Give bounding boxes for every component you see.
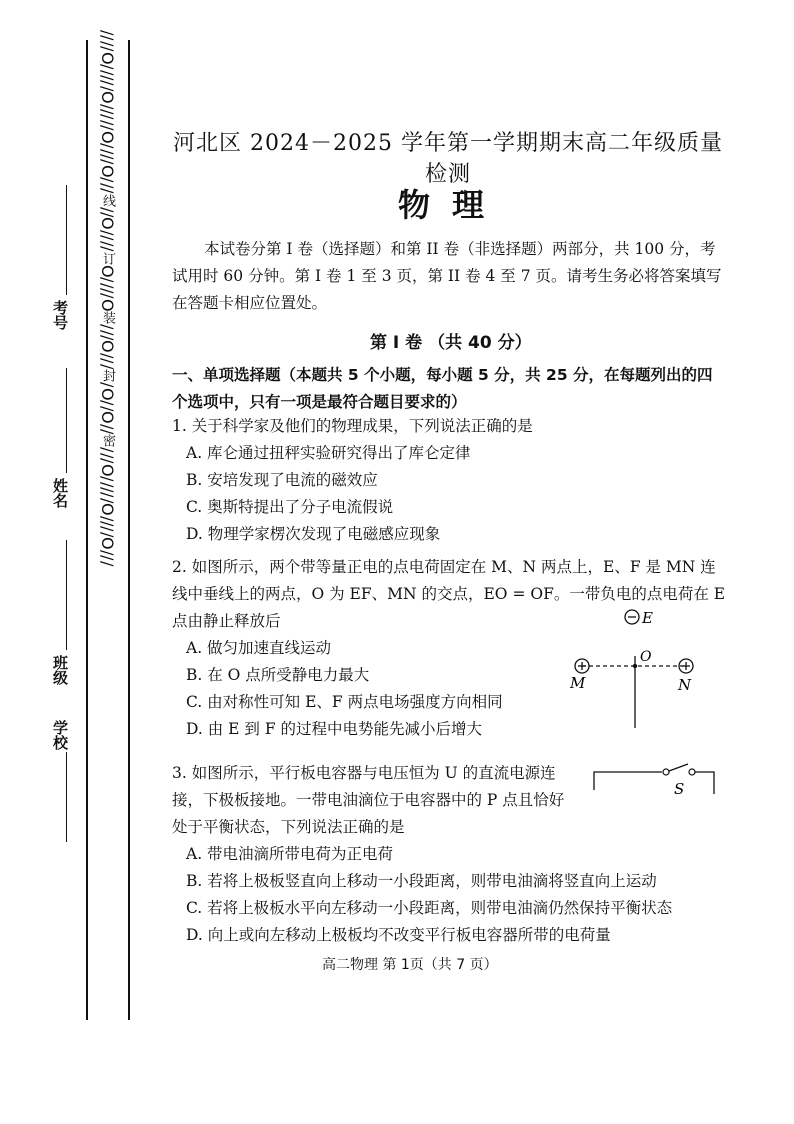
exam-no-label: 考号 <box>51 300 69 330</box>
exam-no-line <box>66 185 67 295</box>
seal-mark: / <box>98 458 117 464</box>
seal-mark: / <box>98 549 117 556</box>
charge-m <box>575 659 589 673</box>
seal-mark: / <box>98 206 117 212</box>
seal-mark: / <box>98 405 117 411</box>
seal-mark: / <box>98 114 117 120</box>
label-m: M <box>570 674 586 692</box>
seal-mark: / <box>98 125 117 131</box>
q3-stem-line-3: 处于平衡状态，下列说法正确的是 <box>172 818 405 836</box>
seal-mark: / <box>98 481 117 487</box>
seal-mark: / <box>98 531 117 538</box>
seal-mark: O <box>98 503 117 516</box>
q2-stem-line-2: 线中垂线上的两点，O 为 EF、MN 的交点，EO = OF。一带负电的点电荷在 E <box>172 585 726 603</box>
seal-mark: / <box>98 188 117 194</box>
q2-option-b: B. 在 O 点所受静电力最大 <box>186 666 370 684</box>
section-title: 第 I 卷 （共 40 分） <box>370 333 532 353</box>
seal-mark: / <box>98 497 117 504</box>
switch-blade <box>669 764 688 771</box>
seal-word: 封 <box>100 369 115 383</box>
name-label: 姓名 <box>51 478 69 508</box>
seal-mark: / <box>98 423 117 429</box>
seal-mark: / <box>98 119 117 126</box>
q3-option-c: C. 若将上极板水平向左移动一小段距离，则带电油滴仍然保持平衡状态 <box>186 899 673 917</box>
seal-mark: / <box>98 560 117 566</box>
seal-mark: / <box>98 447 117 453</box>
seal-mark: / <box>98 74 117 81</box>
part-heading-line-2: 个选项中，只有一项是最符合题目要求的） <box>172 393 467 411</box>
seal-mark: / <box>98 103 117 110</box>
seal-mark: / <box>98 30 117 36</box>
intro-line-2: 试用时 60 分钟。第 I 卷 1 至 3 页，第 II 卷 4 至 7 页。请考生务必将答案填写 <box>172 267 722 285</box>
seal-mark: O <box>98 340 117 354</box>
seal-mark: / <box>98 154 117 160</box>
seal-mark: / <box>98 143 117 149</box>
name-line <box>66 368 67 473</box>
seal-mark: / <box>98 428 117 435</box>
seal-mark: / <box>98 452 117 459</box>
seal-mark: / <box>98 555 117 561</box>
seal-mark: / <box>98 46 117 52</box>
seal-mark: / <box>98 526 117 532</box>
q1-option-a: A. 库仑通过扭秤实验研究得出了库仑定律 <box>186 444 471 462</box>
seal-mark: / <box>98 211 117 218</box>
seal-mark: / <box>98 159 117 165</box>
seal-mark: / <box>98 246 117 252</box>
q2-option-d: D. 由 E 到 F 的过程中电势能先减小后增大 <box>186 720 483 738</box>
seal-mark: / <box>98 521 117 527</box>
seal-mark: / <box>98 382 117 388</box>
seal-mark: / <box>98 69 117 75</box>
seal-mark: / <box>98 64 117 70</box>
seal-word: 密 <box>100 434 115 448</box>
q3-circuit-figure <box>590 760 720 810</box>
seal-mark: / <box>98 363 117 370</box>
class-label: 班级 <box>51 655 69 685</box>
q1-stem: 1. 关于科学家及他们的物理成果，下列说法正确的是 <box>172 417 533 435</box>
seal-mark: / <box>98 282 117 288</box>
q3-stem-line-1: 3. 如图所示，平行板电容器与电压恒为 U 的直流电源连 <box>172 764 556 782</box>
seal-mark: / <box>98 515 117 522</box>
seal-mark: / <box>98 277 117 283</box>
seal-mark: / <box>98 40 117 47</box>
seal-mark: / <box>98 85 117 92</box>
seal-word: 线 <box>100 193 115 207</box>
q1-option-d: D. 物理学家楞次发现了电磁感应现象 <box>186 525 441 543</box>
seal-mark: / <box>98 235 117 241</box>
q3-option-d: D. 向上或向左移动上极板均不改变平行板电容器所带的电荷量 <box>186 926 611 944</box>
q2-stem-line-3: 点由静止释放后 <box>172 612 281 630</box>
q3-stem-line-2: 接，下极板接地。一带电油滴位于电容器中的 P 点且恰好 <box>172 791 565 809</box>
label-n: N <box>678 676 692 694</box>
part-heading-line-1: 一、单项选择题（本题共 5 个小题，每小题 5 分，共 25 分，在每题列出的四 <box>172 366 713 384</box>
binding-margin <box>0 0 150 1124</box>
q2-stem-line-1: 2. 如图所示，两个带等量正电的点电荷固定在 M、N 两点上，E、F 是 MN 连 <box>172 558 716 576</box>
circuit-wire <box>594 772 662 790</box>
q2-charges-figure <box>560 600 720 740</box>
circuit-wire-right <box>695 772 714 794</box>
q3-option-b: B. 若将上极板竖直向上移动一小段距离，则带电油滴将竖直向上运动 <box>186 872 657 890</box>
label-s: S <box>674 780 685 798</box>
margin-line-outer <box>86 40 88 1020</box>
q2-option-c: C. 由对称性可知 E、F 两点电场强度方向相同 <box>186 693 503 711</box>
seal-mark: O <box>98 537 117 550</box>
class-line <box>66 540 67 650</box>
point-e-charge <box>625 610 639 624</box>
seal-mark: O <box>98 51 117 65</box>
seal-word: 订 <box>100 251 115 265</box>
seal-mark: O <box>98 410 117 424</box>
q1-option-c: C. 奥斯特提出了分子电流假说 <box>186 498 394 516</box>
seal-mark: / <box>98 476 117 482</box>
q1-option-b: B. 安培发现了电流的磁效应 <box>186 471 378 489</box>
seal-mark: O <box>98 164 117 178</box>
seal-mark: / <box>98 353 117 359</box>
switch-pivot <box>663 769 669 775</box>
seal-mark: / <box>98 324 117 330</box>
seal-mark: / <box>98 486 117 493</box>
seal-mark: / <box>98 335 117 341</box>
seal-mark: / <box>98 80 117 86</box>
seal-mark: O <box>98 463 117 477</box>
seal-mark: / <box>98 177 117 183</box>
seal-mark: / <box>98 492 117 498</box>
seal-mark: O <box>98 298 117 312</box>
label-e: E <box>642 609 653 627</box>
seal-mark: O <box>98 91 117 104</box>
seal-mark: / <box>98 240 117 247</box>
subject-title: 物理 <box>398 186 507 224</box>
q3-option-a: A. 带电油滴所带电荷为正电荷 <box>186 845 394 863</box>
seal-mark: / <box>98 229 117 236</box>
seal-mark: O <box>98 130 117 144</box>
margin-line-inner <box>128 40 130 1020</box>
seal-word: 装 <box>100 311 115 325</box>
seal-dotted-line <box>92 30 122 1020</box>
q2-option-a: A. 做匀加速直线运动 <box>186 639 332 657</box>
school-label: 学校 <box>51 720 69 750</box>
seal-mark: / <box>98 358 117 364</box>
point-o <box>633 664 637 668</box>
seal-mark: / <box>98 400 117 406</box>
seal-mark: / <box>98 35 117 41</box>
seal-mark: / <box>98 287 117 294</box>
intro-line-3: 在答题卡相应位置处。 <box>172 294 328 312</box>
label-o: O <box>640 649 652 665</box>
exam-title: 河北区 2024－2025 学年第一学期期末高二年级质量检测 <box>173 131 723 187</box>
switch-contact <box>689 769 695 775</box>
seal-mark: / <box>98 148 117 155</box>
seal-mark: O <box>98 264 117 278</box>
seal-mark: / <box>98 109 117 115</box>
school-line <box>66 752 67 842</box>
seal-mark: O <box>98 217 117 230</box>
page-footer: 高二物理 第 1页（共 7 页） <box>322 957 498 973</box>
seal-mark: / <box>98 329 117 336</box>
seal-mark: / <box>98 182 117 189</box>
seal-mark: / <box>98 293 117 299</box>
seal-mark: O <box>98 387 117 401</box>
intro-line-1: 本试卷分第 I 卷（选择题）和第 II 卷（非选择题）两部分，共 100 分，考 <box>204 240 716 258</box>
